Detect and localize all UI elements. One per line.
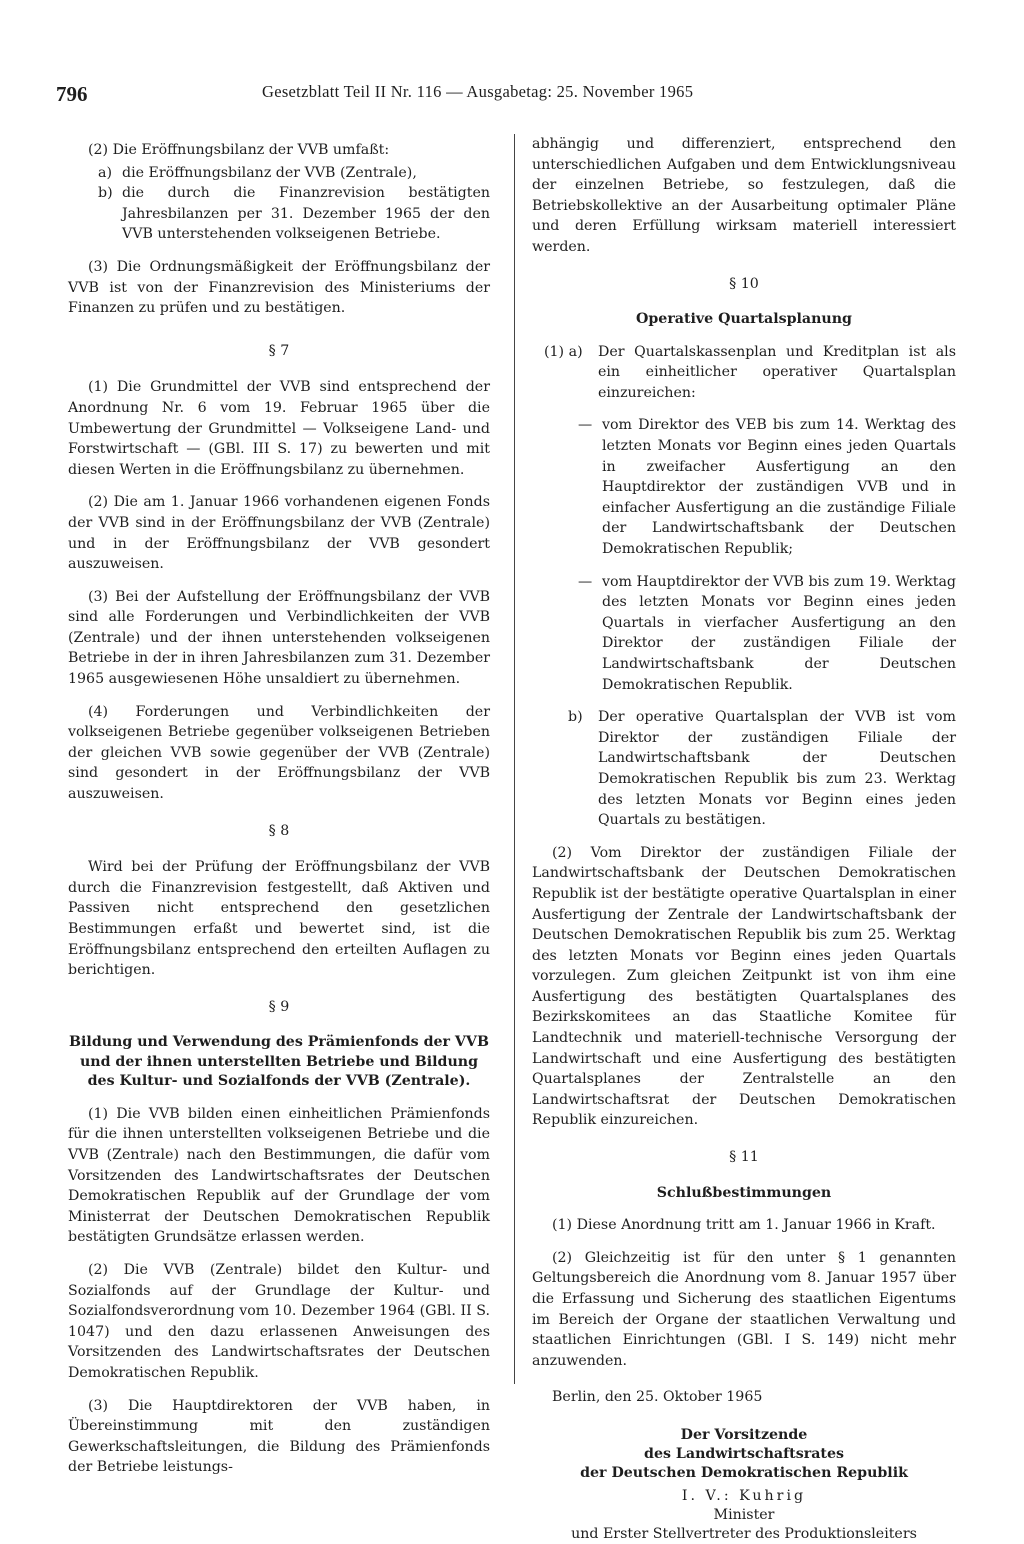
paragraph-9-1: (1) Die VVB bilden einen einheitlichen Prämienfonds für die ihnen unterstellten volkseigenen Betriebe und die VVB (Zentrale) nach den Bestimmungen, die dafür vom Vorsitzenden des Landwirtschaftsrates der Deutschen Demokratischen Republik auf der Grundlage der vom Ministerrat der Deutschen Demokratischen Republik bestätigten Grundsätze erlassen werden.: [68, 1105, 490, 1246]
signatory-role: und Erster Stellvertreter des Produktionsleiters: [571, 1525, 917, 1542]
list-text: die Eröffnungsbilanz der VVB (Zentrale),: [122, 164, 417, 181]
left-column: [68, 140, 490, 1490]
list-label: b): [568, 709, 583, 726]
list-label: a): [98, 164, 112, 181]
signature-line-2: des Landwirtschaftsrates: [644, 1445, 844, 1462]
section-10-title: Operative Quartalsplanung: [636, 311, 852, 328]
list-item-10-1-b: [532, 707, 956, 831]
paragraph-9-3-continued: abhängig und differenziert, entsprechend den unterschiedlichen Aufgaben und dem Entwicklungsniveau der einzelnen Betriebe, so festzulegen, daß die Betriebskollektive an der Ausarbeitung optimaler Pläne und deren Erfüllung wirksam materiell interessiert werden.: [532, 136, 956, 255]
page-number: 796: [56, 82, 88, 106]
column-divider: [514, 134, 515, 1384]
paragraph-9-3: (3) Die Hauptdirektoren der VVB haben, in Übereinstimmung mit den zuständigen Gewerkschaftsleitungen, die Bildung des Prämienfonds der Betriebe leistungs-: [68, 1397, 490, 1476]
section-8-heading: § 8: [268, 822, 290, 839]
running-head: Gesetzblatt Teil II Nr. 116 — Ausgabetag: 25. November 1965: [262, 82, 694, 101]
list-label: (1) a): [544, 343, 583, 360]
paragraph-9-2: (2) Die VVB (Zentrale) bildet den Kultur- und Sozialfonds auf der Grundlage der Kultur- und Sozialfondsverordnung vom 10. Dezember 1964 (GBl. II S. 1047) und den dazu erlassenen Anweisungen des Vorsitzenden des Landwirtschaftsrates der Deutschen Demokratischen Republik.: [68, 1262, 490, 1381]
list-item-6-2-b: [68, 183, 490, 245]
signatory-name: I. V.: Kuhrig: [681, 1487, 807, 1504]
section-11-title: Schlußbestimmungen: [656, 1184, 832, 1201]
right-column: [532, 134, 956, 1544]
paragraph-7-4: (4) Forderungen und Verbindlichkeiten der volkseigenen Betriebe gegenüber volkseigenen Betrieben der gleichen VVB sowie gegenüber der VVB (Zentrale) sind gesondert in der Eröffnungsbilanz der VVB auszuweisen.: [68, 703, 490, 803]
dash-glyph: —: [578, 417, 593, 434]
signature-line-1: Der Vorsitzende: [680, 1426, 808, 1443]
paragraph-6-3: (3) Die Ordnungsmäßigkeit der Eröffnungsbilanz der VVB ist von der Finanzrevision des Ministeriums der Finanzen zu prüfen und zu bestätigen.: [68, 258, 490, 317]
dash-glyph: —: [578, 573, 593, 590]
signature-line-3: der Deutschen Demokratischen Republik: [580, 1464, 908, 1481]
dash-item-2: [532, 572, 956, 696]
dash-text: vom Direktor des VEB bis zum 14. Werktag des letzten Monats vor Beginn eines jeden Quartals in zweifacher Ausfertigung an den Hauptdirektor der zuständigen VVB und in einfacher Ausfertigung an die zuständige Filiale der Landwirtschaftsbank der Deutschen Demokratischen Republik;: [602, 417, 956, 557]
paragraph-7-1: (1) Die Grundmittel der VVB sind entsprechend der Anordnung Nr. 6 vom 19. Februar 1965 über die Umbewertung der Grundmittel — Volkseigene Land- und Forstwirtschaft — (GBl. III S. 17) zu bewerten und mit diesen Werten in die Eröffnungsbilanz zu übernehmen.: [68, 379, 490, 478]
paragraph-7-3: (3) Bei der Aufstellung der Eröffnungsbilanz der VVB sind alle Forderungen und Verbindlichkeiten der VVB (Zentrale) und der ihnen unterstehenden volkseigenen Betriebe in der in ihren Jahresbilanzen zum 31. Dezember 1965 ausgewiesenen Höhe unsaldiert zu übernehmen.: [68, 588, 490, 688]
paragraph-10-2: (2) Vom Direktor der zuständigen Filiale der Landwirtschaftsbank der Deutschen Demokratischen Republik ist der bestätigte operative Quartalsplan in einer Ausfertigung der Zentrale der Landwirtschaftsbank der Deutschen Demokratischen Republik bis zum 25. Werktag des letzten Monats vor Beginn eines jeden Quartals vorzulegen. Zum gleichen Zeitpunkt ist von ihm eine Ausfertigung des bestätigten Quartalsplanes des Bezirkskomitees an das Staatliche Komitee für Landtechnik und materiell-technische Versorgung der Landwirtschaft und eine Ausfertigung des bestätigten Quartalsplanes der Zentralstelle an den Landwirtschaftsrat der Deutschen Demokratischen Republik einzureichen.: [532, 844, 956, 1129]
place-date: Berlin, den 25. Oktober 1965: [552, 1389, 763, 1406]
list-item-10-1-a: [532, 342, 956, 404]
list-text: die durch die Finanzrevision bestätigten Jahresbilanzen per 31. Dezember 1965 der den VVB unterstehenden volkseigenen Betriebe.: [122, 185, 490, 243]
paragraph-8: Wird bei der Prüfung der Eröffnungsbilanz der VVB durch die Finanzrevision festgestellt, daß Aktiven und Passiven nicht entsprechend den gesetzlichen Bestimmungen erfaßt und bewertet sind, ist die Eröffnungsbilanz entsprechend den erteilten Auflagen zu berichtigen.: [68, 859, 490, 979]
section-10-heading: § 10: [729, 275, 759, 292]
paragraph-7-2: (2) Die am 1. Januar 1966 vorhandenen eigenen Fonds der VVB sind in der Eröffnungsbilanz der VVB (Zentrale) und in der Eröffnungsbilanz der VVB gesondert auszuweisen.: [68, 494, 490, 573]
signatory-title: Minister: [713, 1506, 775, 1523]
dash-text: vom Hauptdirektor der VVB bis zum 19. Werktag des letzten Monats vor Beginn eines jeden Quartals in vierfacher Ausfertigung an den Direktor der zuständigen Filiale der Landwirtschaftsbank der Deutschen Demokratischen Republik.: [602, 573, 956, 693]
list-item-6-2-a: [68, 163, 490, 184]
list-text: Der Quartalskassenplan und Kreditplan ist als ein einheitlicher operativer Quartalsplan einzureichen:: [598, 343, 956, 401]
list-text: Der operative Quartalsplan der VVB ist vom Direktor der zuständigen Filiale der Landwirtschaftsbank der Deutschen Demokratischen Republik bis zum 23. Werktag des letzten Monats vor Beginn eines jeden Quartals zu bestätigen.: [598, 709, 956, 829]
list-label: b): [98, 185, 113, 202]
section-11-heading: § 11: [729, 1149, 759, 1166]
dash-item-1: [532, 415, 956, 559]
section-9-heading: § 9: [268, 998, 290, 1015]
paragraph-11-2: (2) Gleichzeitig ist für den unter § 1 genannten Geltungsbereich die Anordnung vom 8. Januar 1957 über die Erfassung und Sicherung des staatlichen Eigentums im Bereich der Organe der staatlichen Verwaltung und staatlichen Einrichtungen (GBl. I S. 149) nicht mehr anzuwenden.: [532, 1249, 956, 1369]
paragraph-11-1: (1) Diese Anordnung tritt am 1. Januar 1966 in Kraft.: [552, 1217, 936, 1234]
section-7-heading: § 7: [268, 342, 290, 359]
section-9-title: Bildung und Verwendung des Prämienfonds der VVB und der ihnen unterstellten Betriebe und Bildung des Kultur- und Sozialfonds der VVB (Zentrale).: [69, 1034, 489, 1090]
paragraph-6-2-intro: (2) Die Eröffnungsbilanz der VVB umfaßt:: [88, 142, 390, 158]
